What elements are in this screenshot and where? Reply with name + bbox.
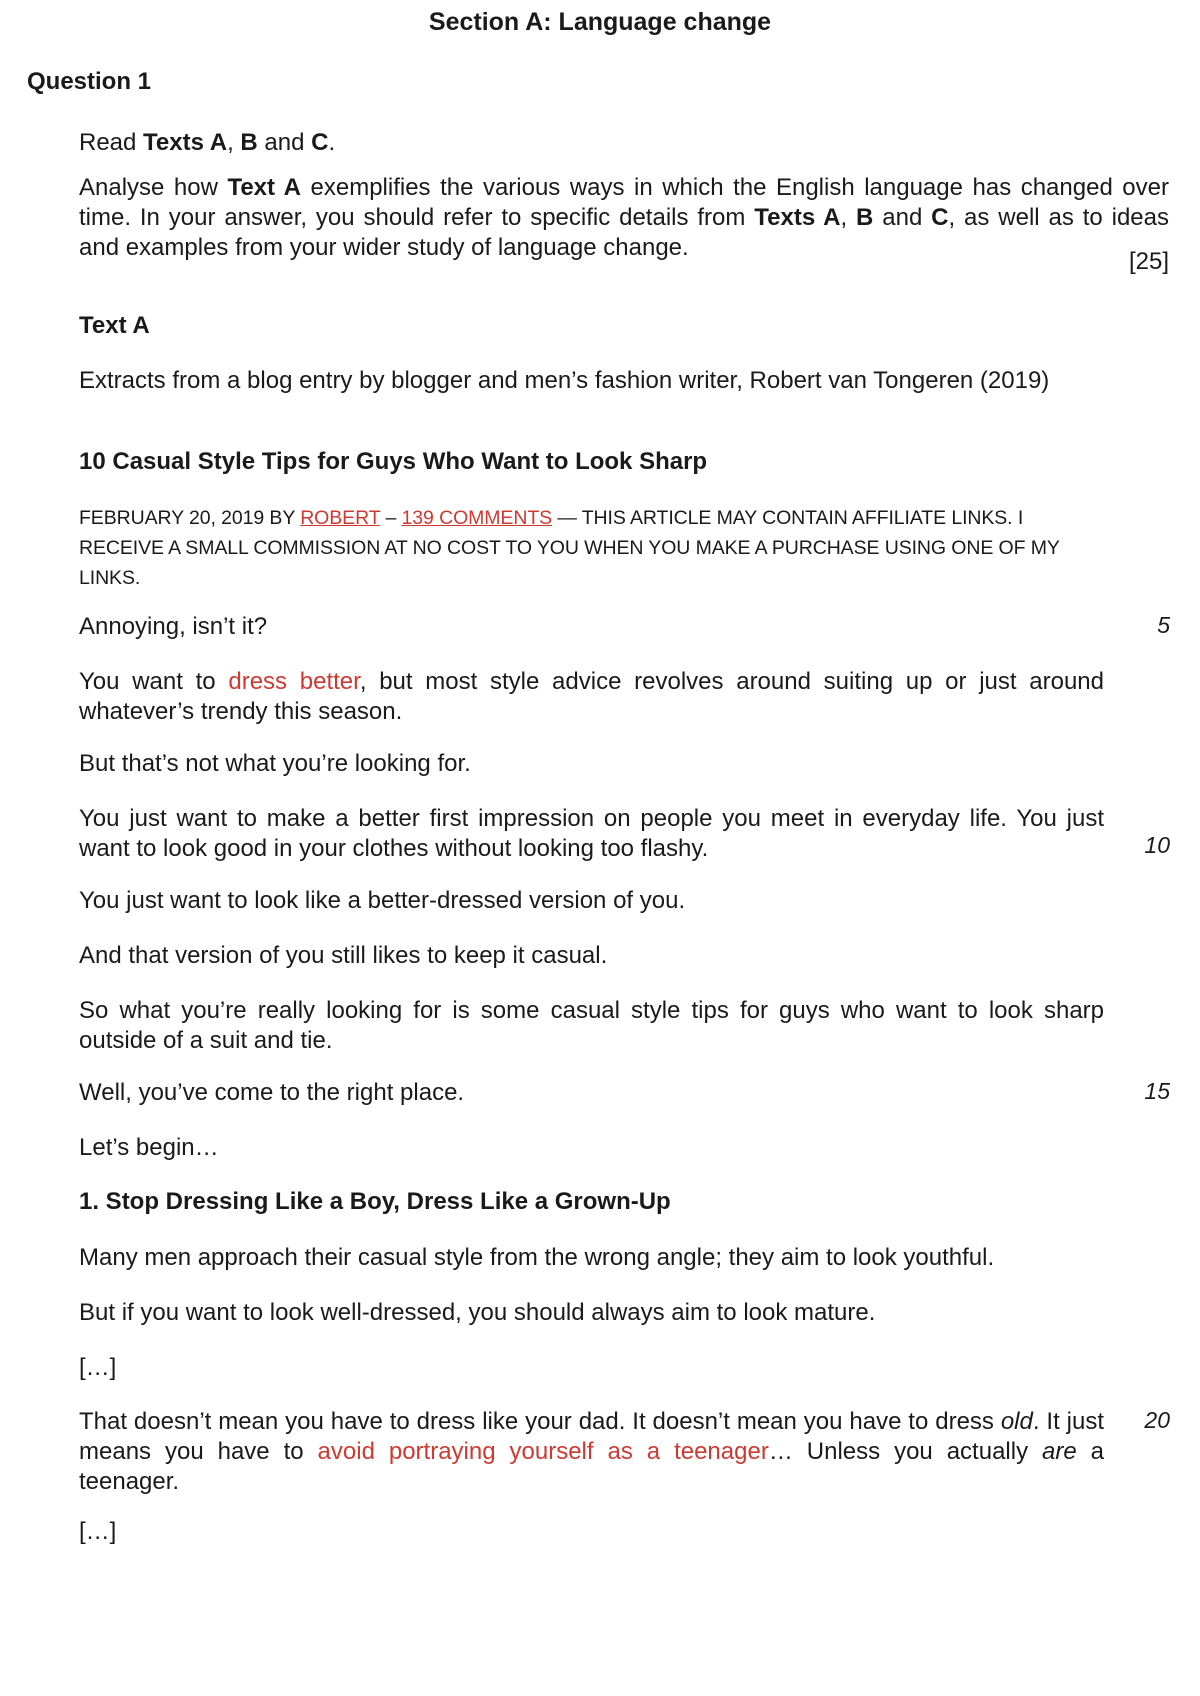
paragraph-12: That doesn’t mean you have to dress like your dad. It doesn’t mean you have to dress old. It just means you have to avoid portraying yourself as a teenager… Unless you actually are a teenager.	[79, 1408, 1105, 1495]
paragraph-4: You just want to make a better first impression on people you meet in everyday life. You just want to look good in your clothes without looking too flashy.	[79, 805, 1104, 862]
read-instruction: Read Texts A, B and C.	[79, 129, 336, 156]
comments-link[interactable]: 139 COMMENTS	[401, 507, 553, 529]
section-title: Section A: Language change	[428, 8, 772, 36]
line-number-5: 5	[1157, 612, 1170, 638]
article-meta: FEBRUARY 20, 2019 BY ROBERT – 139 COMMENTS — THIS ARTICLE MAY CONTAIN AFFILIATE LINKS. I RECEIVE A SMALL COMMISSION AT NO COST TO YOU WHEN YOU MAKE A PURCHASE USING ONE OF MY LINKS.	[79, 507, 1060, 589]
teenager-link[interactable]: avoid portraying yourself as a teenager	[317, 1438, 769, 1465]
text-a-label: Text A	[79, 312, 150, 339]
ellipsis-2: […]	[79, 1518, 117, 1545]
paragraph-9: Let’s begin…	[79, 1134, 219, 1161]
marks-allocation: [25]	[1128, 248, 1169, 275]
paragraph-6: And that version of you still likes to keep it casual.	[79, 942, 608, 969]
paragraph-3: But that’s not what you’re looking for.	[79, 750, 471, 777]
ellipsis-1: […]	[79, 1354, 117, 1381]
paragraph-2: You want to dress better, but most style advice revolves around suiting up or just around whatever’s trendy this season.	[79, 668, 1105, 725]
paragraph-10: Many men approach their casual style from the wrong angle; they aim to look youthful.	[79, 1244, 995, 1271]
author-link[interactable]: ROBERT	[300, 507, 381, 529]
paragraph-11: But if you want to look well-dressed, you should always aim to look mature.	[79, 1299, 876, 1326]
paragraph-5: You just want to look like a better-dressed version of you.	[79, 887, 686, 914]
line-number-15: 15	[1144, 1078, 1170, 1104]
text-a-source: Extracts from a blog entry by blogger and men’s fashion writer, Robert van Tongeren (2019)	[79, 367, 1050, 394]
article-title: 10 Casual Style Tips for Guys Who Want to Look Sharp	[79, 448, 708, 475]
task-paragraph: Analyse how Text A exemplifies the various ways in which the English language has changed over time. In your answer, you should refer to specific details from Texts A, B and C, as well as to ideas and examples from your wider study of language change.	[79, 174, 1169, 261]
line-number-20: 20	[1144, 1407, 1170, 1433]
paragraph-7: So what you’re really looking for is some casual style tips for guys who want to look sharp outside of a suit and tie.	[79, 997, 1104, 1054]
paragraph-1: Annoying, isn’t it?	[79, 613, 268, 640]
line-number-10: 10	[1144, 832, 1170, 858]
dress-better-link[interactable]: dress better	[228, 668, 360, 695]
tip-1-heading: 1. Stop Dressing Like a Boy, Dress Like a Grown-Up	[79, 1188, 671, 1215]
question-label: Question 1	[27, 68, 152, 95]
paragraph-8: Well, you’ve come to the right place.	[79, 1079, 465, 1106]
